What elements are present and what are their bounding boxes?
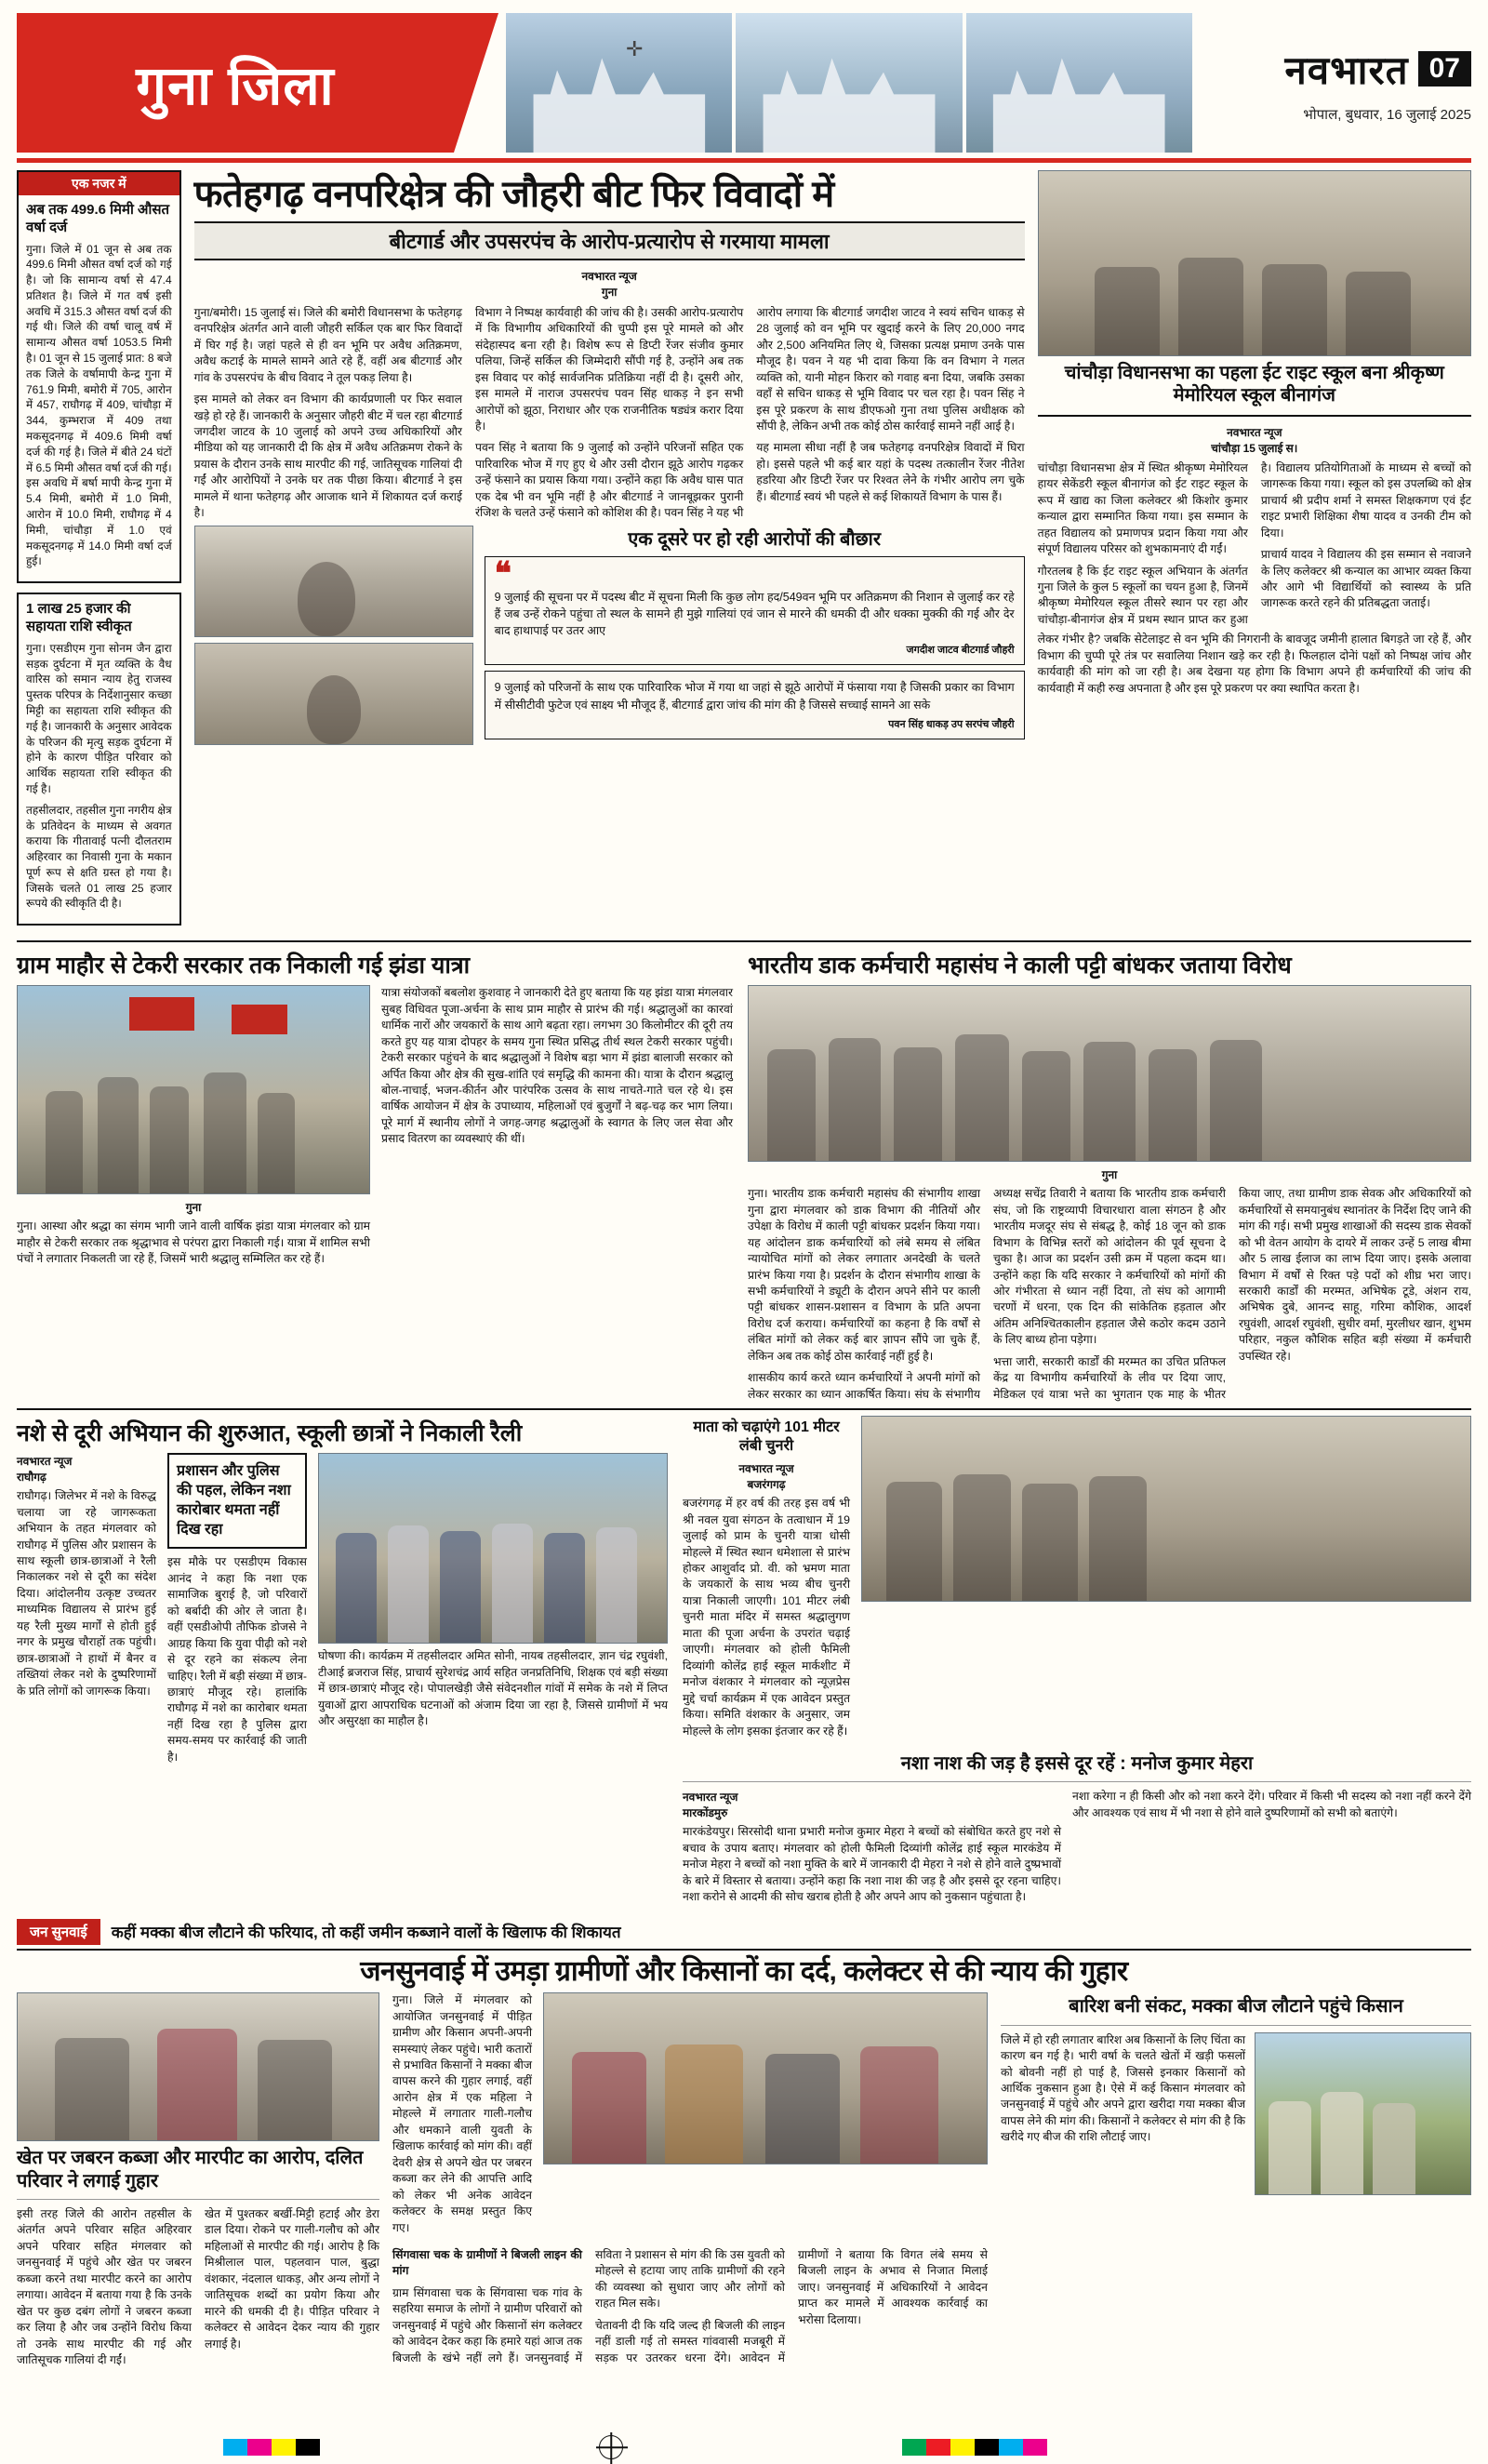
flag-yatra-headline: ग्राम माहौर से टेकरी सरकार तक निकाली गई झंडा यात्रा xyxy=(17,952,471,979)
manoj-byline xyxy=(683,1789,1061,1820)
chunari-place: बजरंगगढ़ xyxy=(747,1478,786,1492)
quote-photos xyxy=(194,526,473,745)
color-swatches-right xyxy=(902,2439,1047,2456)
kabza-para-2: खेत में पुश्तकर बर्खी-मिट्टी हटाई और डेरा डाल दिया। रोकने पर गाली-गलौच को और महिलाओं से मारपीट की गई। आरोप है कि मिश्रीलाल पाल, पहलवान पाल, बुद्धा वंशकार, नंदलाल धाकड़, और अन्य लोगों ने जातिसूचक शब्दों का प्रयोग किया और मारने की धमकी दी है। पीड़ित परिवार ने कलेक्टर से आवेदन देकर न्याय की गुहार लगाई है। xyxy=(205,2207,379,2351)
lead-para-4: पवन सिंह ने बताया कि 9 जुलाई को उन्होंने परिजनों सहित एक पारिवारिक भोज में गए हुए थे और उसी दौरान झूठे आरोप गढ़कर उन्हें फंसाने का प्रयास किया गया। उन्होंने कहा कि अवैध घास पात एक देब भी वन भूमि नहीं है और बीटगार्ड ने जानबूझकर पुरानी रंजिश के चलते उन्हें फंसाने को कोशिश की है। पवन सिंह ने यह भी आरोप लगाया कि बीटगार्ड जगदीश जाटव ने स्वयं सचिन धाकड़ से 28 जुलाई को वन भूमि पर खुदाई करने के लिए 20,000 नगद और 2,500 अनियमित लिए थे, जिसका प्रत्यक्ष प्रमाण उनके पास मौजूद है। पवन ने यह भी दावा किया कि वन विभाग ने गलत व्यक्ति को, यानी मोहन किरार को गवाह बना दिया, जबकि उसका वहाँ से सचिन धाकड़ से भूमि विवाद पर चल रहा है। पवन सिंह ने इस पूरे प्रकरण के साथ डीएफओ गुना तथा पुलिस अधीक्षक को सौंपी है, लेकिन अभी तक कोई ठोस कार्रवाई सामने नहीं आई है। xyxy=(474,305,1025,520)
manoj-headline: नशा नाश की जड़ है इससे दूर रहें : मनोज कुमार मेहरा xyxy=(900,1752,1254,1774)
quote-photo-1 xyxy=(194,526,473,637)
quote-attrib-1: जगदीश जाटव बीटगार्ड जौहरी xyxy=(906,645,1015,657)
quote-photo-2 xyxy=(194,643,473,745)
chunari-headline: माता को चढ़ाएंगे 101 मीटर लंबी चुनरी xyxy=(693,1419,840,1455)
nasha-boxed-note: प्रशासन और पुलिस की पहल, लेकिन नशा कारोबार थमता नहीं दिख रहा xyxy=(167,1453,307,1549)
masthead xyxy=(17,13,1471,153)
postal-photo xyxy=(748,985,1471,1162)
quote-box-1 xyxy=(485,556,1025,665)
rail-heading-relief: 1 लाख 25 हजार की सहायता राशि स्वीकृत xyxy=(26,601,132,634)
nasha-byline xyxy=(17,1453,156,1485)
nasha-rally-photo xyxy=(318,1453,668,1644)
nasha-agency: नवभारत न्यूज xyxy=(17,1455,73,1469)
flag-yatra-story xyxy=(17,948,733,1403)
nasha-place: राघौगढ़ xyxy=(17,1471,46,1485)
lead-body-columns xyxy=(194,305,1025,522)
chunari-agency: नवभारत न्यूज xyxy=(738,1462,794,1476)
jansunwai-tag: जन सुनवाई xyxy=(17,1919,100,1945)
flag-yatra-para-1: गुना। आस्था और श्रद्धा का संगम भागी जाने वाली वार्षिक झंडा यात्रा मंगलवार को ग्राम माहौर से टेकरी सरकार तक श्रृद्धाभाव से परंपरा द्वारा निकाली गई। यात्रा में शामिल सभी पंचों ने लगातार निकलती जा रहे हैं, जिसमें भारी श्रद्धालु सम्मिलित कर रहे हैं। xyxy=(17,1219,370,1266)
kabza-para-1: इसी तरह जिले की आरोन तहसील के अंतर्गत अपने परिवार सहित अहिरवार अपने परिवार सहित मंगलवार को जनसुनवाई में पहुंचे और खेत पर जबरन कब्जा करने तथा मारपीट करने का आरोप लगाया। आवेदन में बताया गया है कि उनके खेत पर कुछ दबंग लोगों ने जबरन कब्जा कर लिया है और जब उन्होंने विरोध किया तो उनके साथ मारपीट की गई और जातिसूचक गालियां दी गईं। xyxy=(17,2207,192,2367)
nasha-para-2: इस मौके पर एसडीएम विकास आनंद ने कहा कि नशा एक सामाजिक बुराई है, जो परिवारों को बर्बादी की ओर ले जाता है। वहीं एसडीओपी तौफिक डोजसे ने आग्रह किया कि युवा पीढ़ी को नशे से दूर रहने का संकल्प लेना चाहिए। रैली में बड़ी संख्या में छात्र-छात्राएं मौजूद रहे। हालांकि राघौगढ़ में नशे का कारोबार थमता नहीं दिख रहा है पुलिस द्वारा समय-समय पर कार्रवाई की जाती है। xyxy=(167,1555,307,1764)
manoj-agency: नवभारत न्यूज xyxy=(683,1791,738,1805)
rail-title-ek-nazar: एक नजर में xyxy=(19,172,179,195)
chunari-byline xyxy=(683,1460,850,1492)
masthead-photo-1 xyxy=(506,13,732,153)
second-band xyxy=(17,948,1471,1403)
chunari-para-1: बजरंगगढ़ में हर वर्ष की तरह इस वर्ष भी श्री नवल युवा संगठन के तत्वाधान में 19 जुलाई को प्राम के चुनरी यात्रा धोसी मोहल्ले में स्थित स्थान धमेशाला से प्रारंभ होकर आशुर्वाद प्रो. वी. को भ्रमण माता के जयकारों के साथ भव्य बीच चुनरी यात्रा निकाली जाएगी। 101 मीटर लंबी चुनरी माता मंदिर में समस्त श्रद्धालुगण माता की पूजा अर्चना के उपरांत चढ़ाई जाएगी। मंगलवार को होली फैमिली दिव्यांगी कोलेंद्र हाई स्कूल मार्कशीट में मनोज वंशकार ने मंगलवार को न्यूज़प्रेस मुद्दे चर्चा कार्यक्रम में एक आवेदन प्रस्तुत किया। समिति वंशकार के अनुसार, जम मोहल्ले के लोग इसका इंतजार कर रहे हैं। xyxy=(683,1497,850,1738)
nasha-headline: नशे से दूरी अभियान की शुरुआत, स्कूली छात्रों ने निकाली रैली xyxy=(17,1420,523,1447)
masthead-photo-strip xyxy=(454,13,1192,153)
nasha-para-1: राघौगढ़। जिलेभर में नशे के विरुद्ध चलाया जा रहे जागरूकता अभियान के तहत मंगलवार को राघौगढ़ में पुलिस और प्रशासन के साथ स्कूली छात्र-छात्राओं ने रैली निकालकर नशे से दूरी का संदेश दिया। आंदोलनीय उत्कृष्ट उच्चतर माध्यमिक विद्यालय से प्रारंभ हुई यह रैली मुख्य मार्गों से होती हुई नगर के प्रमुख चौराहों तक पहुंची। छात्र-छात्राओं ने हाथों में बैनर व तख्तियां लेकर नशे के दुष्परिणामों के प्रति लोगों को जागरूक किया। xyxy=(17,1489,156,1698)
center-column xyxy=(194,170,1025,935)
lead-para-1: गुना/बमोरी। 15 जुलाई सं। जिले की बमोरी विधानसभा के फतेहगढ़ वनपरिक्षेत्र अंतर्गत आने वाली जौहरी सर्किल एक बार फिर विवादों में घिर गई है। जहां पहले से ही वन भूमि पर अवैध अतिक्रमण, अवैध कटाई के मामले सामने आते रहे हैं, वहीं अब बीटगार्ड और गांव के उपसरपंच के बीच विवाद ने तूल पकड़ लिया है। xyxy=(193,305,462,384)
jansunwai-body xyxy=(392,2247,988,2366)
lead-byline xyxy=(194,268,1025,300)
masthead-brand-block xyxy=(1192,13,1471,153)
eat-right-byline xyxy=(1038,424,1471,456)
manoj-para-1: मारकंडेयपुर। सिरसोदी थाना प्रभारी मनोज कुमार मेहरा ने बच्चों को संबोधित करते हुए नशे से बचाव के उपाय बताए। मंगलवार को होली फैमिली दिव्यांगी कोलेंद्र हाई स्कूल मारकंडेय में मनोज मेहरा ने बच्चों को नशा मुक्ति के बारे में जानकारी दी मेहरा ने नशे से होने वाले दुष्प्रभावों के बारे में विस्तार से बताया। उन्होंने कहा कि नशा नाश की जड़ है और इससे दूर रहना चाहिए। नशा करोने से आदमी की सोच खराब होती है और अपने आप को नुकसान पहुंचाता है। xyxy=(683,1825,1062,1904)
right-stack xyxy=(683,1416,1471,1911)
brand-title: नवभारत xyxy=(1284,47,1409,92)
lead-para-5: यह मामला सीधा नहीं है जब फतेहगढ़ वनपरिक्षेत्र विवादों में घिरा हो। इससे पहले भी कई बार यहां के पदस्थ तत्कालीन रेंजर नीतेश हडरिया और डिप्टी रेंजर पर रिश्वत लेने के गंभीर आरोप लग चुके हैं। बीटगार्ड स्वयं भी पहले से कई शिकायतें विभाग के पास हैं। xyxy=(756,441,1025,503)
eat-right-para-1: चांचौड़ा विधानसभा क्षेत्र में स्थित श्रीकृष्ण मेमोरियल हायर सेकेंडरी स्कूल बीनागंज को ईट राइट स्कूल के रूप में खाद्य का जिला कलेक्टर श्री किशोर कुमार कन्याल द्वारा सम्मानित किया गया। इस सम्मान के तहत विद्यालय को प्रमाणपत्र प्रदान किया गया और संपूर्ण विद्यालय परिसर को शुभकामनाएं दी गईं। xyxy=(1037,460,1248,556)
lead-quote-section xyxy=(194,526,1025,745)
main-content xyxy=(17,170,1471,935)
jansunwai-photo xyxy=(543,1992,988,2164)
postal-story xyxy=(748,948,1471,1403)
zila-title: गुना जिला xyxy=(136,55,335,116)
quote-box-2 xyxy=(485,671,1025,739)
lead-para-3: विभाग ने निष्पक्ष कार्यवाही की जांच की है। उसकी आरोप-प्रत्यारोप में कि विभागीय अधिकारियों की चुप्पी इस पूरे मामले को और संदेहास्पद बना रही है। विशेष रूप से डिप्टी रेंजर संजीव कुमार पलिया, जिन्हें सर्किल की जिम्मेदारी सौंपी गई है, उन्होंने अब तक इस विवाद पर कोई सार्वजनिक प्रतिक्रिया नहीं दी है। दूसरी ओर, इस मामले में नाराज उपसरपंच पवन सिंह धाकड़ ने इन सभी आरोपों को झूठा, निराधार और एक राजनीतिक षड्यंत्र करार दिया है। xyxy=(474,305,744,433)
lead-byline-agency: नवभारत न्यूज xyxy=(581,269,637,283)
nasha-story xyxy=(17,1416,668,1911)
rain-photo xyxy=(1255,2032,1471,2195)
postal-para-3: भत्ता जारी, सरकारी कार्डों की मरम्मत का उचित प्रतिफल केंद्र या विभागीय कर्मचारियों के लीव पर दिया जाए, मेडिकल एवं यात्रा भत्ते का भुगतान एक माह के भीतर किया जाए, तथा ग्रामीण डाक सेवक और अधिकारियों को कर्मचारियों से समयानुबंध स्थानांतर के निर्देश दिए जाने की मांग की गई। सभी प्रमुख शाखाओं की सदस्य डाक सेवकों को भी वेतन आयोग के दायरे में लाकर उन्हें 5 लाख बीमा और 5 लाख ईलाज का लाभ दिया जाए। इसके अलावा विभाग में वर्षों से रिक्त पड़े पदों को शीघ्र भरा जाए। सरकारी कार्डों की मरम्मत, अभिषेक टूडे, अंशन राय, अभिषेक दुबे, आनन्द साहू, गरिमा कौशिक, आदर्श रघुवंशी, आदर्श रघुवंशी, सुधीर वर्मा, मुरलीधर खान, शुभम परिहार, नकुल कौशिक सहित बड़ी संख्या में कर्मचारी उपस्थित रहे। xyxy=(993,1187,1471,1401)
lead-para-2: इस मामले को लेकर वन विभाग की कार्यप्रणाली पर फिर सवाल खड़े हो रहे हैं। जानकारी के अनुसार जौहरी बीट में चल रहा बीटगार्ड जगदीश जाटव के 10 जुलाई को अपने उच्च अधिकारियों और मीडिया को यह जानकारी दी कि क्षेत्र में अवैध अतिक्रमण रोकने के प्रयास के दौरान उनके साथ मारपीट की गई, जातिसूचक गालियां दी गईं और आरोपियों ने उनके घर तक पीछा किया। बीटगार्ड ने इस मामले में थाना फतेहगढ़ और आजाक थाने में शिकायत दर्ज कराई है। xyxy=(193,393,462,520)
postal-headline: भारतीय डाक कर्मचारी महासंघ ने काली पट्टी बांधकर जताया विरोध xyxy=(748,952,1292,979)
quote-text-2: 9 जुलाई को परिजनों के साथ एक पारिवारिक भोज में गया था जहां से झूठे आरोपों में फंसाया गया है जिसकी प्रकार का विभाग में सीसीटीवी फुटेज एवं साक्ष्य भी मौजूद हैं, बीटगार्ड द्वारा जांच की मांग की है जिससे सच्चाई सामने आ सके xyxy=(494,681,1015,712)
manoj-photo xyxy=(861,1416,1471,1602)
third-band xyxy=(17,1416,1471,1911)
lead-tail-para: लेकर गंभीर है? जबकि सेटेलाइट से वन भूमि की निगरानी के बावजूद जमीनी हालात बिगड़ते जा रहे हैं, और विभाग की चुप्पी पूरे तंत्र पर सवालिया निशान खड़े कर रही है। फिलहाल दोनेां पक्षों को निष्पक्ष जांच और कार्यवाही की मांग को जा रही है। अब देखना यह होगा कि विभाग अपने ही कर्मचारियों की जांच की कार्यवाही में कही रुख अपनाता है और इस पूरे प्रकरण पर क्या स्थापित करता है। xyxy=(1037,633,1471,695)
page-number: 07 xyxy=(1418,51,1471,87)
manoj-para-2: नशा करेगा न ही किसी और को नशा करने देंगे। परिवार में किसी भी सदस्य को नशा नहीं करने देंगे और आवश्यक एवं साथ में भी नशा से होने वाले दुष्परिणामों को सभी को बताएंगे। xyxy=(1072,1790,1471,1819)
print-registration-footer xyxy=(0,2435,1488,2459)
eat-right-caption: चांचौड़ा विधानसभा का पहला ईट राइट स्कूल बना श्रीकृष्ण मेमोरियल स्कूल बीनागंज xyxy=(1064,363,1444,406)
masthead-photo-3 xyxy=(966,13,1192,153)
lead-subhead: बीटगार्ड और उपसरपंच के आरोप-प्रत्यारोप से गरमाया मामला xyxy=(194,221,1025,260)
manoj-place: मारकोंडमुरु xyxy=(683,1806,728,1820)
lead-headline: फतेहगढ़ वनपरिक्षेत्र की जौहरी बीट फिर विवादों में xyxy=(193,174,834,215)
flag-yatra-byline: गुना xyxy=(185,1201,202,1215)
lead-byline-place: गुना xyxy=(601,285,618,299)
postal-para-1: गुना। भारतीय डाक कर्मचारी महासंघ की संभागीय शाखा गुना द्वारा मंगलवार को डाक विभाग की नीतियों और उपेक्षा के विरोध में काली पट्टी बांधकर प्रदर्शन किया गया। यह आंदोलन डाक कर्मचारियों को लंबे समय से लंबित न्यायोचित मांगों को लेकर लगातार अनदेखी के चलते प्रारंभ किया गया है। प्रदर्शन के दौरान संभागीय शाखा के सभी कर्मचारियों ने ड्यूटी के दौरान अपने सीने पर काली पट्टी बांधकर शासन-प्रशासन व विभाग के प्रति अपना विरोध दर्ज कराया। कर्मचारियों का कहना है कि वर्षों से लंबित मांगों को लेकर कई बार ज्ञापन सौंपे जा चुके हैं, लेकिन अब तक कोई ठोस कार्रवाई नहीं हुई है। xyxy=(748,1187,980,1363)
rain-para-1: जिले में हो रही लगातार बारिश अब किसानों के लिए चिंता का कारण बन गई है। भारी वर्षा के चलते खेतों में खड़ी फसलों को बोवनी नहीं हो पाई है, जिससे इनकार किसानों को आर्थिक नुकसान हुआ है। ऐसे में कई किसान मंगलवार को जनसुनवाई में पहुंचे और अपने द्वारा खरीदा गया मक्का बीज वापस लेने की मांग की। किसानों ने कलेक्टर से मांग की है कि खरीदे गए बीज की राशि लौटाई जाए। xyxy=(1001,2032,1246,2144)
rail-body-relief-2: तहसीलदार, तहसील गुना नगरीय क्षेत्र के प्रतिवेदन के माध्यम से अवगत कराया कि गीतावाई पत्नी दौलतराम अहिरवार का निवासी गुना के मकान पूर्ण रूप से क्षति ग्रस्त हो गया है। जिसके चलते 01 लाख 25 हजार रूपये की स्वीकृति दी है। xyxy=(26,803,172,911)
registration-cross-icon: ✛ xyxy=(626,37,644,60)
jansunwai-para-3: चेतावनी दी कि यदि जल्द ही बिजली की लाइन नहीं डाली गई तो समस्त गांववासी मजबूरी में सड़क पर उतरकर धरना देंगे। आवेदन में ग्रामीणों ने बताया कि विगत लंबे समय से बिजली लाइन के अभाव से निजात मिलाई जाए। जनसुनवाई में अधिकारियों ने आवेदन प्राप्त कर मामले में आवश्यक कार्रवाई का भरोसा दिलाया। xyxy=(595,2248,988,2364)
bottom-band xyxy=(17,1992,1471,2368)
rail-body-relief-1: गुना। एसडीएम गुना सोनम जैन द्वारा सड़क दुर्घटना में मृत व्यक्ति के वैध वारिस को समान न्याय हेतु राजस्व पुस्तक परिपत्र के निर्देशानुसार कच्छा मिट्टी का सहायता राशि स्वीकृत की गई है। जानकारी के अनुसार आवेदक के परिजन की मृत्यु सड़क दुर्घटना में होने के कारण पीड़ित परिवार को आर्थिक सहायता राशि स्वीकृत की गई है। xyxy=(26,641,172,795)
postal-byline: गुना xyxy=(1101,1168,1118,1182)
quote-mark-icon: ❝ xyxy=(494,556,512,593)
dateline: भोपाल, बुधवार, 16 जुलाई 2025 xyxy=(1303,106,1471,123)
color-swatches-left xyxy=(223,2439,320,2456)
eat-right-para-2: गौरतलब है कि ईट राइट स्कूल अभियान के अंतर्गत गुना जिले के कुल 5 स्कूलों का चयन हुआ है, जिनमें श्रीकृष्ण मेमोरियल स्कूल तीसरे स्थान पर रहा और चांचौड़ा-बीनागंज क्षेत्र में प्रथम स्थान प्राप्त कर हुआ है। विद्यालय प्रतियोगिताओं के माध्यम से बच्चों को जागरूक किया गया। स्कूल को इस उपलब्धि को क्षेत्र प्राचार्य श्री प्रदीप शर्मा ने समस्त शिक्षकगण एवं ईट राइट प्रभारी शिक्षिका शैषा यादव व उनकी टीम को दिया। xyxy=(1037,460,1471,626)
jansunwai-tag-row xyxy=(17,1919,1471,1945)
masthead-divider xyxy=(17,158,1471,163)
eat-right-para-3: प्राचार्य यादव ने विद्यालय की इस सम्मान से नवाजने के लिए कलेक्टर श्री कन्याल का आभार व्यक्त किया और आगे भी विद्यार्थियों को स्वास्थ्य के प्रति जागरूक करते रहने की प्रतिबद्धता जताई। xyxy=(1260,548,1471,610)
rail-box-weather xyxy=(17,170,181,583)
quote-text-block xyxy=(485,526,1025,745)
kabza-headline: खेत पर जबरन कब्जा और मारपीट का आरोप, दलित परिवार ने लगाई गुहार xyxy=(17,2148,364,2191)
flag-yatra-para-2: यात्रा संयोजकों बबलोश कुशवाह ने जानकारी देते हुए बताया कि यह झंडा यात्रा मंगलवार सुबह विधिवत पूजा-अर्चना के साथ प्राम माहौर से प्रारंभ की गई। श्रद्धालुओं का कारवां धार्मिक नारों और जयकारों के साथ आगे बढ़ता रहा। लगभग 30 किलोमीटर की दूरी तय करते हुए यह यात्रा दोपहर के समय गुना स्थित प्रसिद्ध तीर्थ स्थल टेकरी सरकार पहुंची। टेकरी सरकार पहुंचने के बाद श्रद्धालुओं ने विशेष बड़ा भाग में झंडा बालाजी सरकार को अर्पित किया और क्षेत्र की सुख-शांति एवं समृद्धि की कामना की। यात्रा के दौरान श्रद्धालु बोल-नाचाई, भजन-कीर्तन और पारंपरिक उत्सव के साथ नाचते-गाते चल रहे थे। इस वार्षिक आयोजन में क्षेत्र के उपाध्याय, महिलाओं एवं बुजुर्गों ने बढ़-चढ़ कर भाग लिया। पूरे मार्ग में स्थानीय लोगों ने जगह-जगह श्रद्धालुओं के स्वागत के लिए जल सेवा और प्रसाद वितरण का व्यवस्थाएं की थीं। xyxy=(381,986,733,1146)
eat-right-school-photo xyxy=(1038,170,1471,356)
quote-text-1: 9 जुलाई की सूचना पर में पदस्थ बीट में सूचना मिली कि कुछ लोग हद/549वन भूमि पर अतिक्रमण की निशान से जुलाई कर रहे हैं जब उन्हें रोकने पहुंचा तो स्थल के सामने ही मुझे गालियां एवं जान से मारने की धमकी दी और धक्का मुक्की की गई और देर बाद हाथापाई पर उतर आए xyxy=(494,591,1015,638)
left-rail xyxy=(17,170,181,935)
eat-right-place: चांचौड़ा 15 जुलाई स। xyxy=(1211,441,1298,455)
flag-yatra-photo xyxy=(17,985,370,1194)
jansunwai-para-1: गुना। जिले में मंगलवार को आयोजित जनसुनवाई में पीड़ित ग्रामीण और किसान अपनी-अपनी समस्याएं लेकर पहुंचे। भारी कतारों से प्रभावित किसानों ने मक्का बीज वापस करने की गुहार लगाई, वहीं आरोन क्षेत्र में एक महिला ने मोहल्ले में लगातार गाली-गलौच और धमकाने वाली युवती के खिलाफ कार्रवाई को मांग की। वहीं देवरी क्षेत्र से अपने खेत पर जबरन कब्जा कर लेने की आपत्ति आदि को लेकर भी अनेक आवेदन कलेक्टर के समक्ष प्रस्तुत किए गए। xyxy=(392,1993,532,2234)
postal-para-2: शासकीय कार्य करते ध्यान कर्मचारियों ने अपनी मांगों को लेकर सरकार का ध्यान आकर्षित किया। संघ के संभागीय अध्यक्ष सचेंद्र तिवारी ने बताया कि भारतीय डाक कर्मचारी संघ, जो कि राष्ट्रव्यापी विचारधारा वाला संगठन है और भारतीय मजदूर संघ से संबद्ध है, कोई 18 जून को डाक विभाग के विभिन्न स्तरों को आंदोलन की पूर्व सूचना दे चुका है। आज का प्रदर्शन उसी क्रम में पहला कदम था। उन्होंने कहा कि यदि सरकार ने कर्मचारियों को मांगों की ओर गंभीरता से ध्यान नहीं दिया, तो संघ को आगामी चरणों में धरना, एक दिन की सांकेतिक हड़ताल और अंतिम अनिश्चितकालीन हड़ताल जैसे कठोर कदम उठाने के लिए बाध्य होना पड़ेगा। xyxy=(748,1187,1226,1401)
postal-body xyxy=(748,1186,1471,1403)
quote-heading: एक दूसरे पर हो रही आरोपों की बौछार xyxy=(628,528,882,550)
jansunwai-tag-text: कहीं मक्का बीज लौटाने की फरियाद, तो कहीं जमीन कब्जाने वालों के खिलाफ की शिकायत xyxy=(111,1924,621,1942)
jansunwai-headline: जनसुनवाई में उमड़ा ग्रामीणों और किसानों का दर्द, कलेक्टर से की न्याय की गुहार xyxy=(360,1955,1128,1987)
jansunwai-story xyxy=(392,1992,988,2368)
kabza-story xyxy=(17,1992,379,2368)
masthead-zila-block xyxy=(17,13,454,153)
quote-attrib-2: पवन सिंह धाकड़ उप सरपंच जौहरी xyxy=(888,718,1015,730)
eat-right-body xyxy=(1038,460,1471,629)
right-column xyxy=(1038,170,1471,935)
registration-target-icon xyxy=(599,2435,623,2459)
nasha-para-3: घोषणा की। कार्यक्रम में तहसीलदार अमित सोनी, नायब तहसीलदार, ज्ञान चंद्र रघुवंशी, टीआई ब्रजराज सिंह, प्राचार्य सुरेशचंद्र आर्य सहित जनप्रतिनिधि, शिक्षक एवं बड़ी संख्या में छात्र-छात्राएं मौजूद रहे। पोपालखेड़ी जैसे संवेदनशील गांवों में समेक के नशे में लिप्त युवाओं द्वारा आपराधिक घटनाओं को अंजाम दिया जा रहा है, जिससे ग्रामीणों में भय और असुरक्षा का माहौल है। xyxy=(318,1649,668,1727)
rain-story xyxy=(1001,1992,1471,2368)
kabza-body xyxy=(17,2206,379,2369)
masthead-photo-2 xyxy=(736,13,962,153)
jansunwai-para-2: ग्राम सिंगवासा चक के सिंगवासा चक गांव के सहरिया समाज के लोगों ने ग्रामीण परिवारों को जनसुनवाई में पहुंचे और किसानों संग कलेक्टर को आवेदन देकर कहा कि हमारे यहां आज तक बिजली के खंभे नहीं लगे हैं। जनसुनवाई में सविता ने प्रशासन से मांग की कि उस युवती को मोहल्ले से हटाया जाए ताकि ग्रामीणों की रहने की व्यवस्था को सुधारा जाए और लोगों को राहत मिल सके। xyxy=(392,2248,785,2364)
kabza-photo xyxy=(17,1992,379,2141)
rail-heading-rain: अब तक 499.6 मिमी औसत वर्षा दर्ज xyxy=(26,202,170,235)
rain-headline: बारिश बनी संकट, मक्का बीज लौटाने पहुंचे किसान xyxy=(1069,1996,1403,2018)
eat-right-agency: नवभारत न्यूज xyxy=(1227,425,1282,439)
rail-box-relief xyxy=(17,593,181,926)
rail-body-rain: गुना। जिले में 01 जून से अब तक 499.6 मिमी औसत वर्षा दर्ज को गई है। जो कि सामान्य वर्षा से 47.4 प्रतिशत है। जिले में गत वर्ष इसी अवधि में 315.3 औसत वर्षा दर्ज की गई थी। जिले की वर्षा चालू वर्ष में सामान्य औसत वर्षा 1053.5 मिमी है। 01 जून से 15 जुलाई प्रात: 8 बजे तक जिले के वर्षामापी केन्द्र गुना में 761.9 मिमी, बमोरी में 705, आरोन में 457, राघौगढ़ में 409, चांचौड़ा में 344, कुम्भराज में 409 तथा मकसूदनगढ़ में 409.6 मिमी वर्षा दर्ज की गई है। जिले में बीते 24 घंटों में 6.5 मिमी औसत वर्षा दर्ज की गई। इस अवधि में बर्षा मापी केन्द्र गुना में 5.4 मिमी, बमोरी में 1.0 मिमी, आरोन में 10.0 मिमी, राघौगढ़ में 4 मिमी, चांचौड़ा में 1.0 एवं मकसूदनगढ़ में 14.0 मिमी वर्षा दर्ज हुई। xyxy=(26,242,172,568)
jansunwai-subhead-bijli: सिंगवासा चक के ग्रामीणों ने बिजली लाइन की मांग xyxy=(392,2248,582,2278)
